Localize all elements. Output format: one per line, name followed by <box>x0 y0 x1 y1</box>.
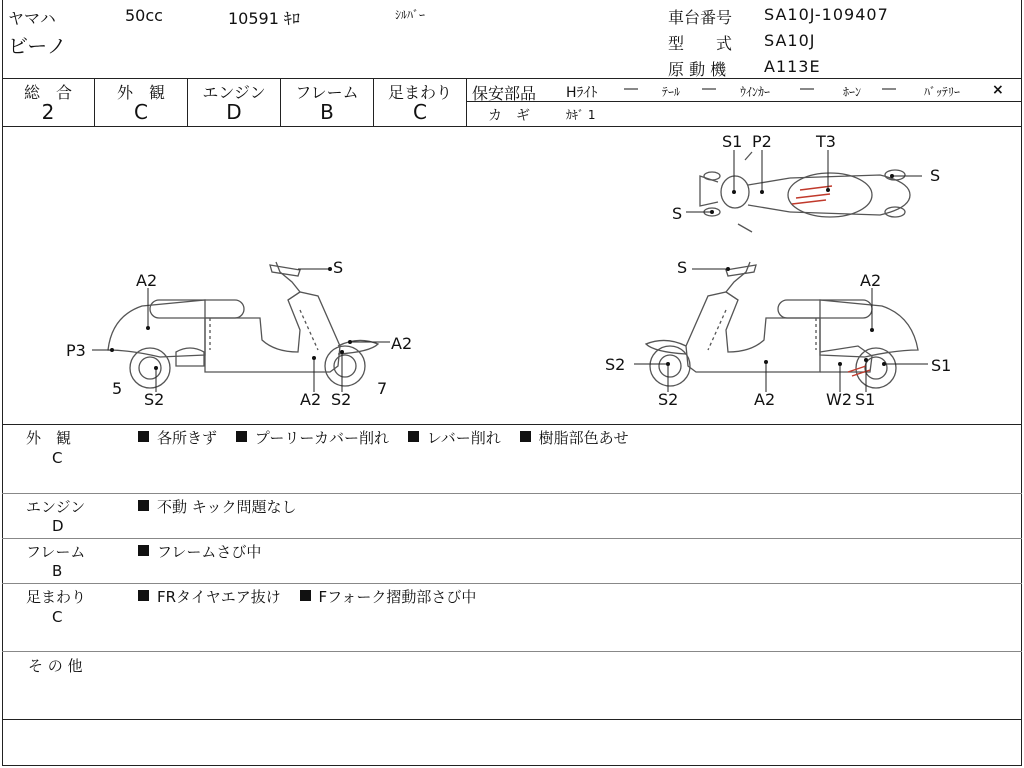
safety-item-horn: ﾎｰﾝ <box>843 85 862 99</box>
note-item: レバー削れ <box>426 429 501 447</box>
damage-label: S1 <box>931 356 952 375</box>
divider <box>2 651 1022 652</box>
grade-value-overall: 2 <box>41 100 55 124</box>
note-grade-engine: D <box>52 517 64 535</box>
type-label: 型 式 <box>668 34 733 53</box>
type-value: SA10J <box>764 31 816 50</box>
divider <box>2 424 1022 425</box>
grade-label-frame: フレーム <box>295 83 359 102</box>
damage-label: P3 <box>66 341 86 360</box>
note-grade-suspension: C <box>52 608 63 626</box>
note-category-suspension: 足まわり <box>26 588 87 606</box>
safety-status-battery: × <box>992 82 1004 98</box>
damage-label: 5 <box>112 379 123 398</box>
note-item: Fフォーク摺動部さび中 <box>318 588 477 606</box>
model-name: ビーノ <box>8 34 67 58</box>
divider <box>2 78 1022 79</box>
grade-value-suspension: C <box>413 100 427 124</box>
note-category-engine: エンジン <box>26 498 86 516</box>
bullet-icon <box>300 590 311 601</box>
grade-value-engine: D <box>226 100 242 124</box>
grade-value-frame: B <box>320 100 334 124</box>
note-item: フレームさび中 <box>157 543 262 561</box>
note-category-frame: フレーム <box>26 543 86 561</box>
note-items-suspension <box>138 586 490 607</box>
damage-label: A2 <box>860 271 882 290</box>
safety-item-winker: ｳｲﾝｶｰ <box>740 85 771 99</box>
engine-value: A113E <box>764 57 821 76</box>
bullet-icon <box>138 431 149 442</box>
damage-label: T3 <box>816 132 836 151</box>
mileage: 10591 ｷﾛ <box>228 9 300 28</box>
safety-status-horn: ― <box>882 81 896 97</box>
damage-label: 7 <box>377 379 388 398</box>
bullet-icon <box>520 431 531 442</box>
grade-label-suspension: 足まわり <box>387 83 452 102</box>
safety-status-tail: ― <box>702 81 716 97</box>
damage-label: A2 <box>300 390 322 409</box>
displacement: 50cc <box>125 6 163 25</box>
note-category-other: そ の 他 <box>28 657 83 675</box>
damage-label: W2 <box>826 390 852 409</box>
scooter-top-view <box>700 152 910 232</box>
divider <box>2 538 1022 539</box>
damage-label: S1 <box>855 390 876 409</box>
grade-label-exterior: 外 観 <box>116 83 165 102</box>
bullet-icon <box>138 545 149 556</box>
damage-label: S2 <box>605 355 626 374</box>
grade-label-engine: エンジン <box>202 83 266 102</box>
grade-value-exterior: C <box>134 100 148 124</box>
bullet-icon <box>408 431 419 442</box>
bullet-icon <box>138 500 149 511</box>
damage-label: S2 <box>144 390 165 409</box>
frame-no-label: 車台番号 <box>668 8 733 27</box>
note-item: 各所きず <box>157 429 218 447</box>
divider <box>2 583 1022 584</box>
maker: ヤマハ <box>8 9 56 28</box>
damage-label: P2 <box>752 132 772 151</box>
damage-label: A2 <box>391 334 413 353</box>
divider <box>2 719 1022 720</box>
damage-label: S2 <box>331 390 352 409</box>
note-item: FRタイヤエア抜け <box>157 588 281 606</box>
note-items-exterior <box>138 427 643 448</box>
safety-parts-label: 保安部品 <box>472 84 537 103</box>
note-item: 樹脂部色あせ <box>538 429 629 447</box>
engine-label: 原 動 機 <box>668 60 727 79</box>
safety-item-tail: ﾃｰﾙ <box>662 85 681 99</box>
safety-item-headlight: Hﾗｲﾄ <box>566 85 598 101</box>
damage-label: A2 <box>136 271 158 290</box>
grade-label-overall: 総 合 <box>23 83 72 102</box>
damage-label: S2 <box>658 390 679 409</box>
note-grade-exterior: C <box>52 449 63 467</box>
frame-no: SA10J-109407 <box>764 5 889 24</box>
note-items-engine <box>138 496 310 517</box>
safety-status-headlight: ― <box>624 81 638 97</box>
note-grade-frame: B <box>52 562 63 580</box>
bullet-icon <box>236 431 247 442</box>
color: ｼﾙﾊﾞｰ <box>395 8 426 22</box>
damage-label: S <box>677 258 688 277</box>
note-item: 不動 キック問題なし <box>157 498 297 516</box>
damage-label: S <box>672 204 683 223</box>
divider <box>466 78 467 126</box>
safety-status-winker: ― <box>800 81 814 97</box>
note-category-exterior: 外 観 <box>26 429 72 447</box>
damage-label: A2 <box>754 390 776 409</box>
key-label: カ ギ <box>488 108 530 124</box>
key-value: ｶｷﾞ 1 <box>566 108 596 122</box>
damage-label: S <box>930 166 941 185</box>
divider <box>467 101 1022 102</box>
divider <box>2 493 1022 494</box>
note-item: プーリーカバー削れ <box>254 429 390 447</box>
safety-item-battery: ﾊﾞｯﾃﾘｰ <box>924 85 961 99</box>
marker-dots <box>110 174 894 370</box>
note-items-frame <box>138 541 275 562</box>
damage-label: S <box>333 258 344 277</box>
bullet-icon <box>138 590 149 601</box>
damage-label: S1 <box>722 132 743 151</box>
